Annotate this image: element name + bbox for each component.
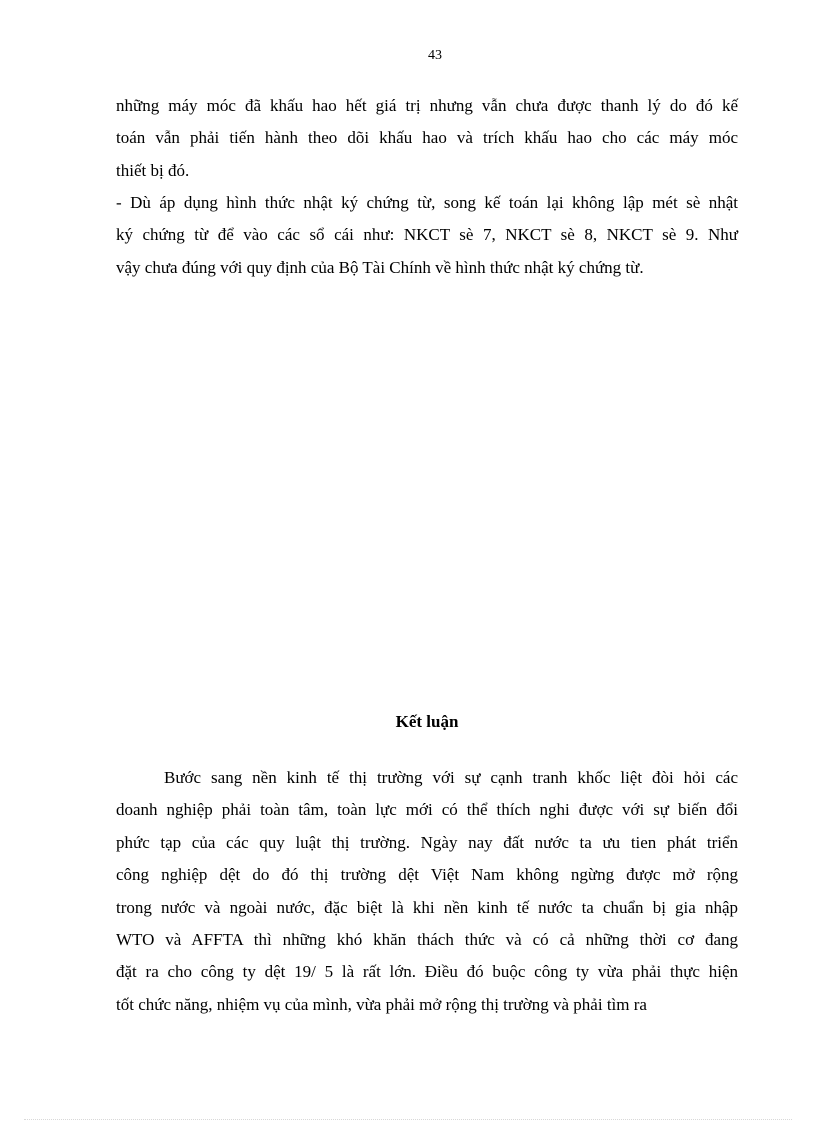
- text-line: đặt ra cho công ty dệt 19/ 5 là rất lớn. Điều đó buộc công ty vừa phải thực hiện: [116, 962, 738, 982]
- text-line: tốt chức năng, nhiệm vụ của mình, vừa phải mở rộng thị trường và phải tìm ra: [116, 994, 647, 1014]
- text-line: WTO và AFFTA thì những khó khăn thách thức và có cả những thời cơ đang: [116, 930, 738, 950]
- text-line: ký chứng từ để vào các sổ cái như: NKCT sè 7, NKCT sè 8, NKCT sè 9. Như: [116, 225, 738, 245]
- text-line: doanh nghiệp phải toàn tâm, toàn lực mới có thể thích nghi được với sự biến đổi: [116, 800, 738, 820]
- text-line: Bước sang nền kinh tế thị trường với sự cạnh tranh khốc liệt đòi hỏi các: [164, 768, 738, 787]
- text-line: - Dù áp dụng hình thức nhật ký chứng từ, song kế toán lại không lập mét sè nhật: [116, 193, 738, 212]
- page-number: 43: [428, 48, 442, 63]
- text-line: trong nước và ngoài nước, đặc biệt là khi nền kinh tế nước ta chuẩn bị gia nhập: [116, 897, 738, 917]
- paragraph-conclusion: [116, 762, 738, 1021]
- text-line: vậy chưa đúng với quy định của Bộ Tài Chính về hình thức nhật ký chứng từ.: [116, 257, 644, 277]
- paragraph-depreciation: [116, 90, 738, 187]
- text-line: công nghiệp dệt do đó thị trường dệt Việt Nam không ngừng được mở rộng: [116, 865, 738, 885]
- text-line: toán vẫn phải tiến hành theo dõi khấu hao và trích khấu hao cho các máy móc: [116, 128, 738, 148]
- text-line: thiết bị đó.: [116, 160, 190, 180]
- paragraph-journal-vouchers: [116, 187, 738, 284]
- page-bottom-divider: [24, 1119, 792, 1120]
- text-line: những máy móc đã khấu hao hết giá trị nhưng vẫn chưa được thanh lý do đó kế: [116, 96, 738, 115]
- conclusion-heading: Kết luận: [395, 712, 459, 731]
- text-line: phức tạp của các quy luật thị trường. Ngày nay đất nước ta ưu tien phát triển: [116, 832, 738, 852]
